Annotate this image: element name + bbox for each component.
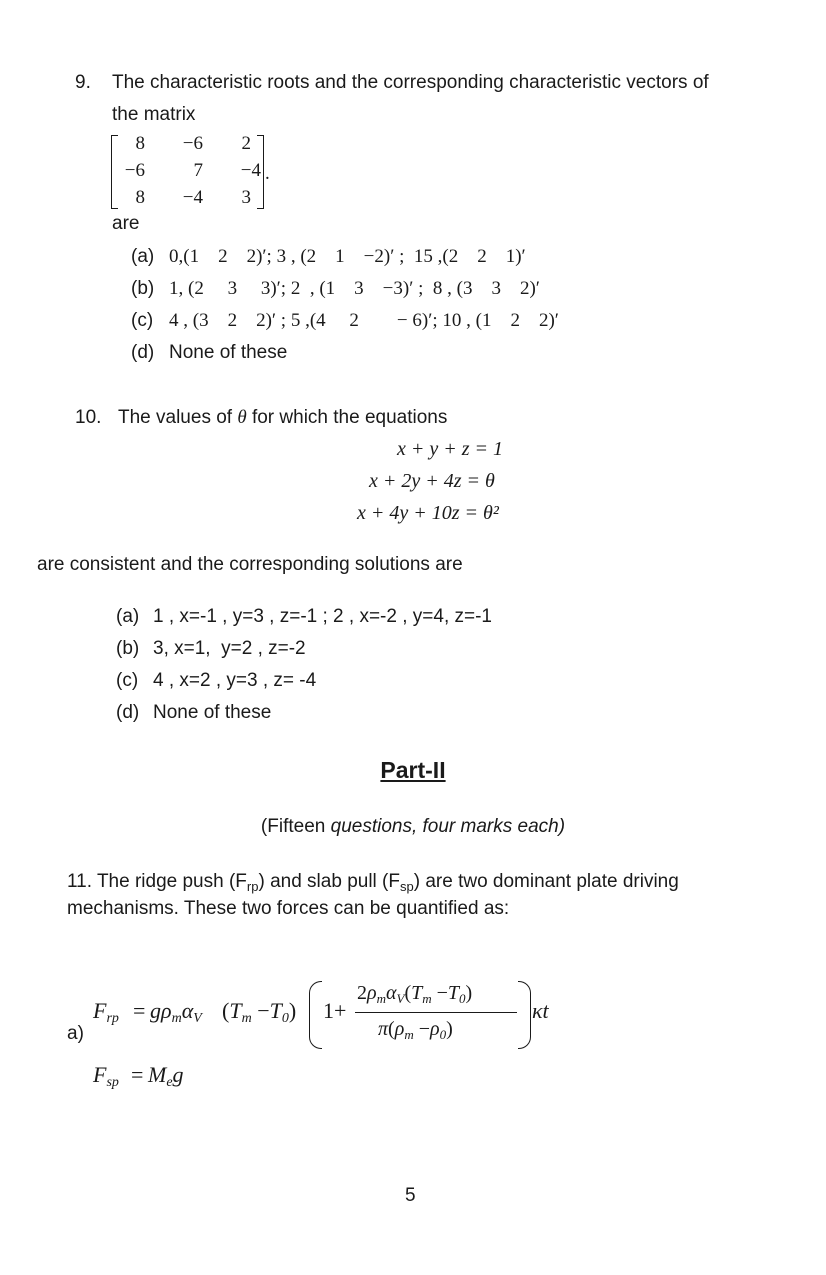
q10-number: 10. bbox=[75, 407, 102, 428]
equation-1: x + y + z = 1 bbox=[397, 438, 504, 460]
part-subtitle bbox=[0, 816, 826, 838]
q9-text-line2: the matrix bbox=[112, 104, 196, 125]
q11-sub-sp: sp bbox=[399, 879, 414, 894]
matrix-cell: 8 bbox=[135, 133, 145, 154]
q9-matrix bbox=[111, 133, 271, 211]
q10-option-a-text: 1 , x=-1 , y=3 , z=-1 ; 2 , x=-2 , y=4, z=-1 bbox=[153, 606, 492, 627]
q10-option-b-text: 3, x=1, y=2 , z=-2 bbox=[153, 638, 306, 659]
matrix-cell: 7 bbox=[193, 160, 203, 181]
q10-text-a: The values of bbox=[118, 407, 238, 428]
page-number: 5 bbox=[405, 1185, 416, 1206]
equation-3: x + 4y + 10z = θ² bbox=[357, 502, 499, 524]
q11-line1-c: ) are two dominant plate driving bbox=[413, 871, 679, 892]
q10-text bbox=[118, 407, 447, 429]
q9-option-c-label: (c) bbox=[131, 310, 154, 331]
q11-line1 bbox=[67, 871, 679, 894]
q9-number: 9. bbox=[75, 72, 91, 93]
q10-text-b: for which the equations bbox=[246, 407, 448, 428]
matrix-cell: −4 bbox=[182, 187, 203, 208]
matrix-period: . bbox=[265, 163, 270, 184]
q10-option-b-label: (b) bbox=[116, 638, 140, 659]
q10-option-a-label: (a) bbox=[116, 606, 140, 627]
q9-text-line1: The characteristic roots and the corresponding characteristic vectors of bbox=[112, 72, 709, 93]
q10-option-d-text: None of these bbox=[153, 702, 272, 723]
part-title: Part-II bbox=[380, 757, 446, 783]
q9-option-a-label: (a) bbox=[131, 246, 155, 267]
q11-line2: mechanisms. These two forces can be quantified as: bbox=[67, 898, 510, 919]
q11-line1-a: 11. The ridge push (F bbox=[67, 871, 247, 892]
q11-sub-rp: rp bbox=[246, 879, 259, 894]
theta-symbol: θ bbox=[237, 407, 247, 428]
q9-are: are bbox=[112, 213, 140, 234]
matrix-cell: 8 bbox=[135, 187, 145, 208]
matrix-cell: −4 bbox=[240, 160, 261, 181]
matrix-cell: −6 bbox=[124, 160, 145, 181]
q10-option-c-text: 4 , x=2 , y=3 , z= -4 bbox=[153, 670, 317, 691]
q9-option-a-text: 0,(1 2 2)′; 3 , (2 1 −2)′ ; 15 ,(2 2 1)′ bbox=[169, 246, 526, 267]
q9-option-d-text: None of these bbox=[169, 342, 288, 363]
q11-option-a-label: a) bbox=[67, 1023, 84, 1044]
equation-2: x + 2y + 4z = θ bbox=[369, 470, 495, 492]
part-subtitle-italic: questions, four marks each) bbox=[330, 816, 566, 837]
q9-option-b-label: (b) bbox=[131, 278, 155, 299]
q10-after: are consistent and the corresponding solutions are bbox=[37, 554, 463, 575]
q11-line1-b: ) and slab pull (F bbox=[258, 871, 400, 892]
q9-option-b-text: 1, (2 3 3)′; 2 , (1 3 −3)′ ; 8 , (3 3 2)′ bbox=[169, 278, 540, 299]
q9-option-d-label: (d) bbox=[131, 342, 155, 363]
q10-option-c-label: (c) bbox=[116, 670, 139, 691]
q9-option-c-text: 4 , (3 2 2)′ ; 5 ,(4 2 − 6)′; 10 , (1 2 2)′ bbox=[169, 310, 559, 331]
part-subtitle-plain: (Fifteen bbox=[260, 816, 331, 837]
matrix-cell: −6 bbox=[182, 133, 203, 154]
matrix-cell: 2 bbox=[241, 133, 251, 154]
matrix-cell: 3 bbox=[241, 187, 251, 208]
q10-option-d-label: (d) bbox=[116, 702, 140, 723]
